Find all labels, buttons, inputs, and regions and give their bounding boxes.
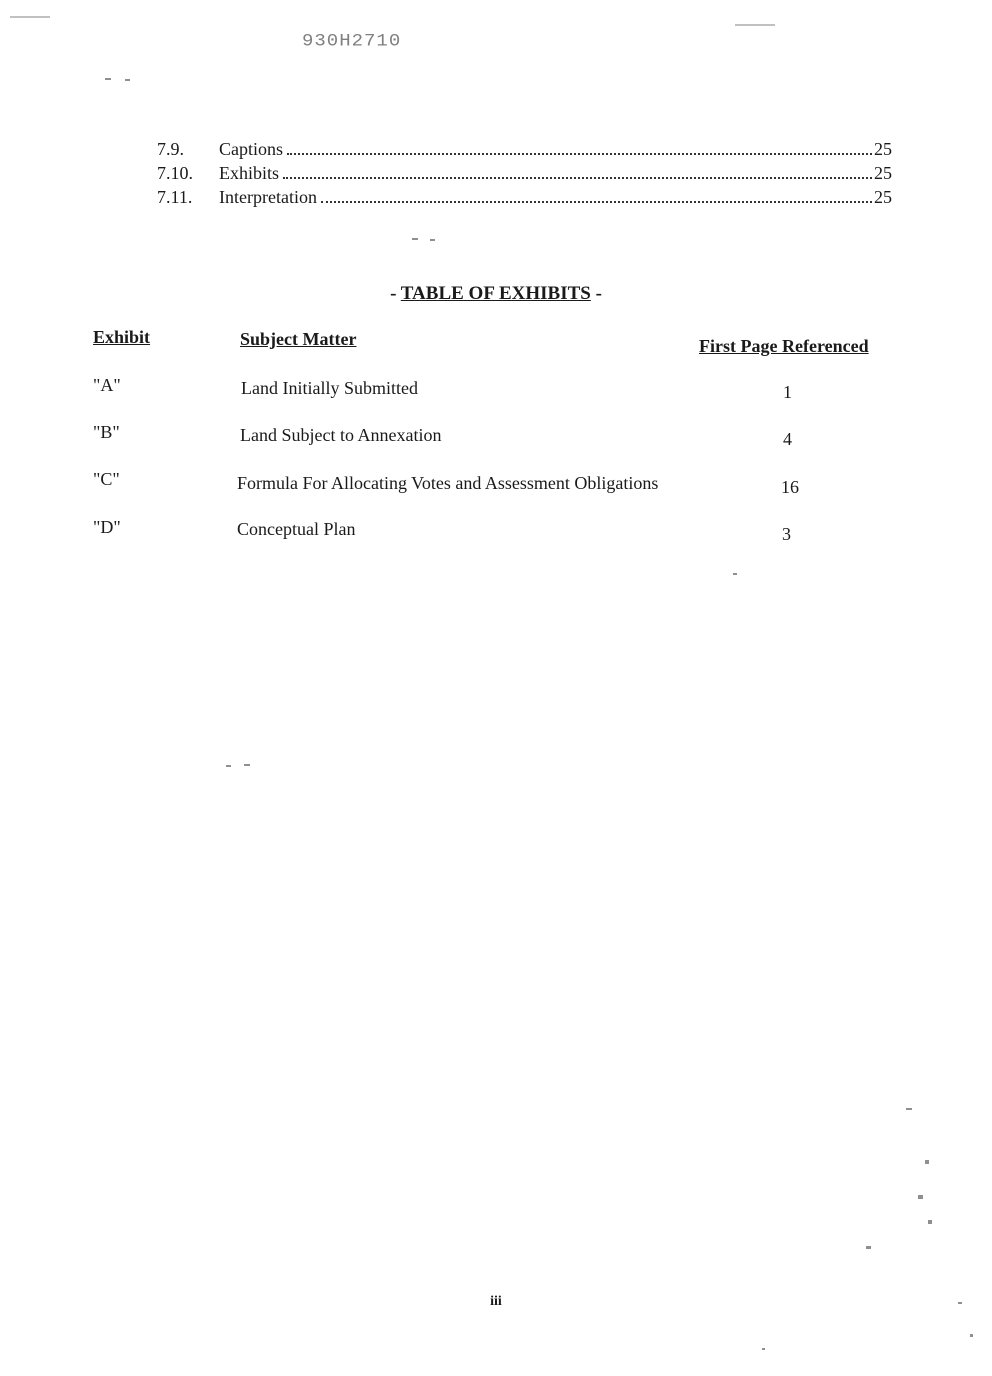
scan-speck: [226, 765, 231, 767]
exhibit-label: "B": [93, 422, 120, 442]
scan-speck: [925, 1160, 929, 1164]
scan-speck: [105, 78, 111, 80]
exhibit-subject: Conceptual Plan: [237, 519, 356, 539]
exhibits-heading-suffix: -: [590, 283, 602, 304]
exhibits-heading: [0, 283, 992, 305]
toc-entry: [157, 139, 892, 163]
exhibit-page: 1: [783, 382, 792, 402]
scan-speck: [430, 239, 435, 241]
exhibit-label: "D": [93, 517, 121, 537]
toc-entry-number: 7.10.: [157, 163, 193, 183]
exhibits-heading-text: TABLE OF EXHIBITS: [400, 283, 591, 304]
toc-entry-title: Exhibits: [219, 163, 280, 183]
page-number: iii: [490, 1294, 502, 1309]
column-header-subject: Subject Matter: [240, 329, 357, 349]
scan-speck: [244, 764, 250, 766]
exhibit-page: 4: [783, 429, 792, 449]
table-of-contents: [157, 139, 892, 211]
toc-entry-number: 7.9.: [157, 139, 184, 159]
exhibit-subject: Land Subject to Annexation: [240, 425, 442, 445]
scan-speck: [10, 16, 50, 18]
toc-entry-page: 25: [874, 163, 892, 183]
toc-entry-title: Captions: [219, 139, 284, 159]
scan-speck: [762, 1348, 765, 1350]
exhibit-label: "A": [93, 375, 121, 395]
scan-speck: [733, 573, 737, 575]
toc-entry: [157, 187, 892, 211]
scan-speck: [906, 1108, 912, 1110]
scan-speck: [735, 24, 775, 26]
toc-leader-dots: [321, 200, 872, 203]
column-header-exhibit: Exhibit: [93, 327, 151, 347]
scan-speck: [866, 1246, 871, 1249]
toc-leader-dots: [287, 152, 872, 155]
exhibit-page: 16: [781, 477, 799, 497]
exhibit-subject: Formula For Allocating Votes and Assessment Obligations: [237, 473, 659, 493]
document-number: 930H2710: [302, 31, 402, 51]
exhibit-subject: Land Initially Submitted: [241, 378, 418, 398]
scan-speck: [970, 1334, 973, 1337]
toc-entry-title: Interpretation: [219, 187, 317, 207]
toc-entry-page: 25: [874, 139, 892, 159]
column-header-page: First Page Referenced: [699, 336, 869, 356]
scan-speck: [412, 238, 418, 240]
scan-speck: [928, 1220, 932, 1224]
toc-entry-number: 7.11.: [157, 187, 193, 207]
scan-speck: [125, 79, 130, 81]
exhibits-heading-prefix: -: [390, 283, 401, 304]
exhibit-page: 3: [782, 524, 791, 544]
scan-speck: [918, 1195, 923, 1199]
toc-leader-dots: [283, 176, 872, 179]
toc-entry: [157, 163, 892, 187]
exhibit-label: "C": [93, 469, 120, 489]
toc-entry-page: 25: [874, 187, 892, 207]
